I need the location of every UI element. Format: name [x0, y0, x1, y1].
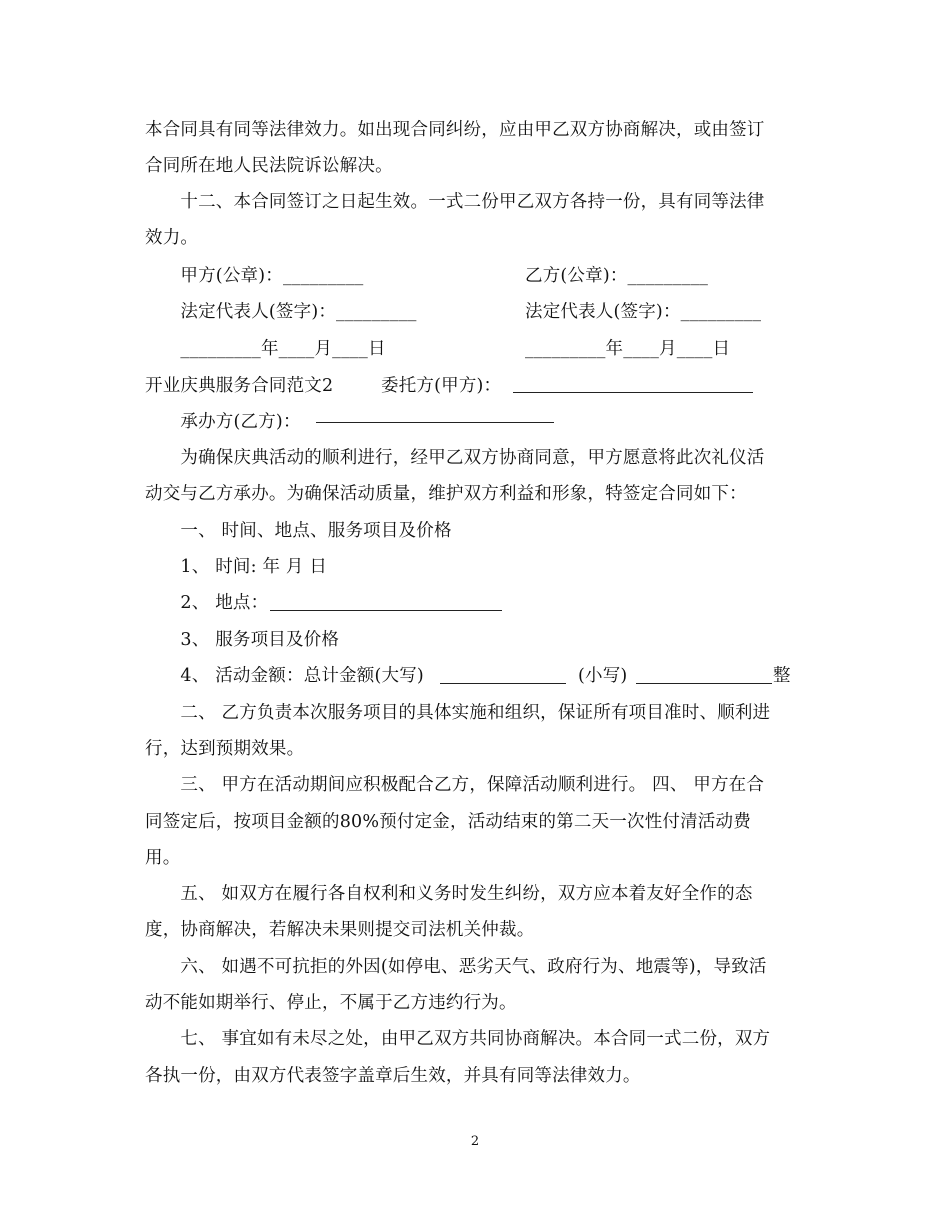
clause-item: 2、 地点： — [145, 593, 269, 613]
party-a-date-field: _________年____月____日 — [145, 339, 386, 359]
party-b-seal-field: 乙方(公章)：_________ — [525, 266, 709, 286]
clause-item: 1、 时间: 年 月 日 — [145, 557, 328, 577]
contractor-party-blank — [316, 422, 554, 423]
location-blank — [270, 610, 502, 611]
party-b-representative-field: 法定代表人(签字)：_________ — [525, 302, 762, 322]
paragraph-line: 二、 乙方负责本次服务项目的具体实施和组织，保证所有项目准时、顺利进 — [145, 703, 771, 723]
paragraph-line: 行，达到预期效果。 — [145, 739, 305, 759]
clause-item: 3、 服务项目及价格 — [145, 630, 340, 650]
clause-heading: 一、 时间、地点、服务项目及价格 — [145, 521, 452, 541]
paragraph-line: 动交与乙方承办。为确保活动质量，维护双方利益和形象，特签定合同如下： — [145, 484, 747, 504]
amount-in-words-blank — [440, 683, 566, 684]
amount-in-figures-label: (小写) — [578, 666, 628, 686]
paragraph-line: 用。 — [145, 848, 181, 868]
page-number: 2 — [470, 1134, 480, 1149]
paragraph-line: 效力。 — [145, 228, 199, 248]
paragraph-line: 五、 如双方在履行各自权利和义务时发生纠纷，双方应本着友好全作的态 — [145, 884, 753, 904]
party-b-date-field: _________年____月____日 — [525, 339, 731, 359]
client-party-label: 委托方(甲方)： — [381, 376, 502, 396]
party-a-seal-field: 甲方(公章)：_________ — [145, 266, 364, 286]
paragraph-line: 三、 甲方在活动期间应积极配合乙方，保障活动顺利进行。 四、 甲方在合 — [145, 775, 765, 795]
paragraph-line: 同签定后，按项目金额的80%预付定金，活动结束的第二天一次性付清活动费 — [145, 812, 751, 832]
paragraph-line: 十二、本合同签订之日起生效。一式二份甲乙双方各持一份，具有同等法律 — [145, 192, 765, 212]
paragraph-line: 动不能如期举行、停止，不属于乙方违约行为。 — [145, 993, 517, 1013]
paragraph-line: 度，协商解决，若解决未果则提交司法机关仲裁。 — [145, 920, 535, 940]
party-a-representative-field: 法定代表人(签字)：_________ — [145, 302, 417, 322]
contractor-party-label: 承办方(乙方)： — [145, 412, 301, 432]
client-party-blank — [513, 392, 753, 393]
clause-item: 4、 活动金额：总计金额(大写) — [145, 666, 424, 686]
section-title: 开业庆典服务合同范文2 — [145, 376, 334, 396]
amount-in-figures-blank — [636, 683, 772, 684]
paragraph-line: 合同所在地人民法院诉讼解决。 — [145, 156, 393, 176]
paragraph-line: 六、 如遇不可抗拒的外因(如停电、恶劣天气、政府行为、地震等)，导致活 — [145, 957, 767, 977]
paragraph-line: 本合同具有同等法律效力。如出现合同纠纷，应由甲乙双方协商解决，或由签订 — [145, 120, 765, 140]
amount-suffix: 整 — [773, 666, 791, 686]
paragraph-line: 为确保庆典活动的顺利进行，经甲乙双方协商同意，甲方愿意将此次礼仪活 — [145, 448, 765, 468]
paragraph-line: 七、 事宜如有未尽之处，由甲乙双方共同协商解决。本合同一式二份，双方 — [145, 1029, 771, 1049]
paragraph-line: 各执一份，由双方代表签字盖章后生效，并具有同等法律效力。 — [145, 1066, 641, 1086]
